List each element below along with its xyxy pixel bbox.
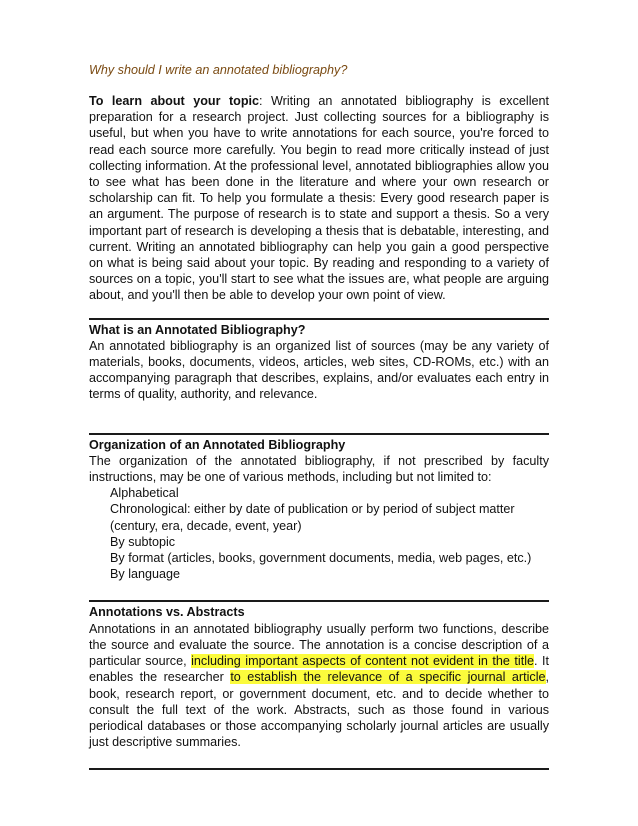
list-item: Alphabetical bbox=[110, 486, 179, 501]
list-item: Chronological: either by date of publication or by period of subject matter (century, era, decade, event, year) bbox=[110, 502, 515, 533]
list-item: By subtopic bbox=[110, 534, 176, 549]
annotations-heading: Annotations vs. Abstracts bbox=[89, 605, 245, 620]
list-item: By language bbox=[110, 567, 181, 582]
section-divider bbox=[89, 433, 549, 435]
section-divider bbox=[89, 768, 549, 770]
annotations-text-2: . It enables the researcher bbox=[89, 654, 550, 685]
intro-question: Why should I write an annotated bibliography? bbox=[89, 63, 348, 77]
what-paragraph: An annotated bibliography is an organized list of sources (may be any variety of materials, books, documents, videos, articles, web sites, CD-ROMs, etc.) with an accompanying paragraph that describes, explains, and/or evaluates each entry in terms of quality, authority, and relevance. bbox=[89, 338, 549, 402]
list-item: By format (articles, books, government documents, media, web pages, etc.) bbox=[110, 551, 532, 566]
annotations-text-1: Annotations in an annotated bibliography usually perform two functions, describe the source and evaluate the source. The annotation is a concise description of a particular source, bbox=[89, 621, 549, 669]
annotations-paragraph bbox=[89, 621, 549, 751]
highlight-1: including important aspects of content not evident in the title bbox=[191, 654, 535, 669]
organization-list bbox=[89, 485, 549, 582]
organization-paragraph: The organization of the annotated bibliography, if not prescribed by faculty instructions, may be one of various methods, including but not limited to: bbox=[89, 453, 549, 485]
annotations-text-3: , book, research report, or government document, etc. and to decide whether to consult the full text of the work. Abstracts, such as those found in various periodical databases or those accompanying scholarly journal articles are usually just descriptive summaries. bbox=[89, 670, 549, 750]
organization-heading: Organization of an Annotated Bibliography bbox=[89, 437, 346, 452]
document-content bbox=[89, 62, 549, 770]
intro-body: : Writing an annotated bibliography is excellent preparation for a research project. Just collecting sources for a bibliography is useful, but when you have to write annotations for each source, you're forced to read each source more carefully. You begin to read more critically instead of just collecting information. At the professional level, annotated bibliographies allow you to see what has been done in the literature and where your own research or scholarship can fit. To help you formulate a thesis: Every good research paper is an argument. The purpose of research is to state and support a thesis. So a very important part of research is developing a thesis that is debatable, interesting, and current. Writing an annotated bibliography can help you gain a good perspective on what is being said about your topic. By reading and responding to a variety of sources on a topic, you'll start to see what the issues are, what people are arguing about, and you'll then be able to develop your own point of view. bbox=[89, 94, 549, 303]
intro-paragraph bbox=[89, 93, 549, 304]
section-divider bbox=[89, 318, 549, 320]
highlight-2: to establish the relevance of a specific journal article bbox=[230, 670, 546, 685]
section-divider bbox=[89, 600, 549, 602]
intro-lead: To learn about your topic bbox=[89, 94, 260, 108]
what-heading: What is an Annotated Bibliography? bbox=[89, 322, 306, 337]
